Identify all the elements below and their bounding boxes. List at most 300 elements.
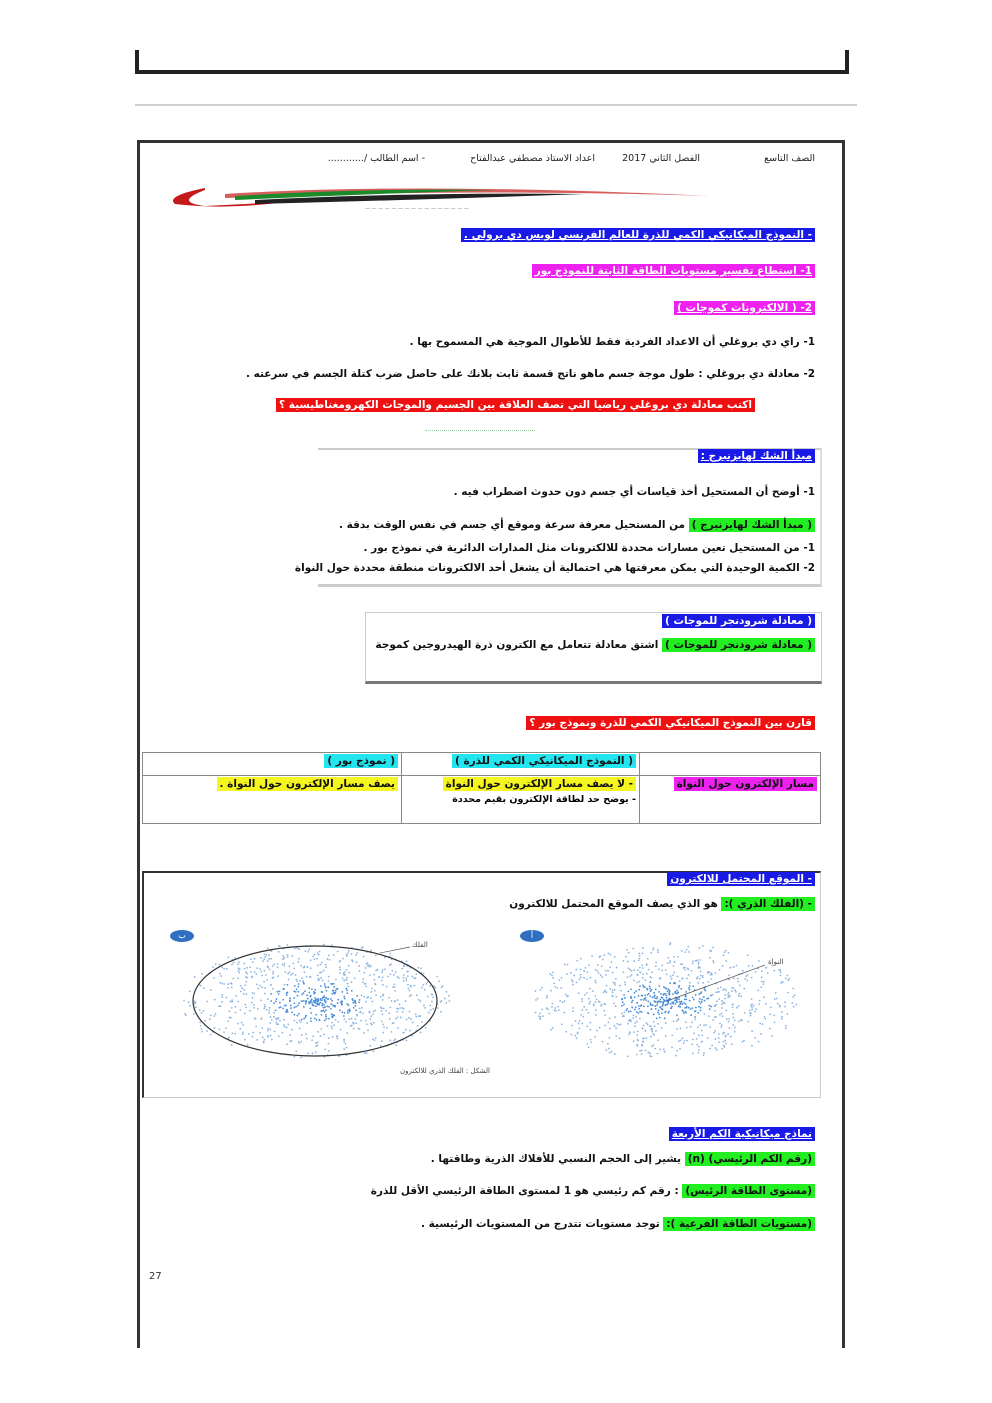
electron-dot <box>388 997 390 999</box>
electron-dot <box>322 1010 324 1012</box>
electron-dot <box>640 999 642 1001</box>
electron-dot <box>345 988 347 990</box>
electron-dot <box>685 996 687 998</box>
electron-dot <box>614 956 616 958</box>
electron-dot <box>241 1022 243 1024</box>
electron-dot <box>308 949 310 951</box>
electron-dot <box>369 974 371 976</box>
electron-dot <box>718 1037 720 1039</box>
electron-dot <box>656 996 658 998</box>
electron-dot <box>226 997 228 999</box>
electron-dot <box>787 992 789 994</box>
electron-dot <box>225 1027 227 1029</box>
electron-dot <box>233 962 235 964</box>
electron-dot <box>683 1042 685 1044</box>
electron-dot <box>382 969 384 971</box>
page-frame <box>137 140 845 1348</box>
electron-dot <box>382 994 384 996</box>
electron-dot <box>423 1005 425 1007</box>
electron-dot <box>293 1014 295 1016</box>
electron-dot <box>343 1041 345 1043</box>
electron-dot <box>749 1009 751 1011</box>
electron-dot <box>614 989 616 991</box>
electron-dot <box>431 993 433 995</box>
electron-dot <box>647 958 649 960</box>
electron-dot <box>230 1017 232 1019</box>
electron-dot <box>622 1001 624 1003</box>
electron-dot <box>231 963 233 965</box>
electron-dot <box>264 1006 266 1008</box>
electron-dot <box>684 998 686 1000</box>
electron-dot <box>651 1029 653 1031</box>
electron-dot <box>318 954 320 956</box>
electron-dot <box>238 967 240 969</box>
electron-dot <box>716 1049 718 1051</box>
electron-dot <box>692 1052 694 1054</box>
electron-dot <box>409 995 411 997</box>
electron-dot <box>578 1023 580 1025</box>
answer-blank <box>425 430 535 431</box>
electron-dot <box>328 976 330 978</box>
electron-dot <box>273 1016 275 1018</box>
electron-dot <box>315 1014 317 1016</box>
electron-dot <box>327 958 329 960</box>
electron-dot <box>360 1020 362 1022</box>
electron-dot <box>210 1015 212 1017</box>
electron-dot <box>581 1023 583 1025</box>
electron-dot <box>237 963 239 965</box>
electron-dot <box>254 971 256 973</box>
bohr-cell: يصف مسار الإلكترون حول النواة . <box>143 776 402 824</box>
electron-dot <box>659 1017 661 1019</box>
electron-dot <box>327 1025 329 1027</box>
electron-dot <box>615 978 617 980</box>
electron-dot <box>655 1008 657 1010</box>
electron-dot <box>286 1027 288 1029</box>
quantum-item: (مستوى الطاقة الرئيس) : رقم كم رئيسي هو 1 لمستوى الطاقة الرئيسي الأقل للذرة <box>371 1185 815 1197</box>
electron-dot <box>638 1005 640 1007</box>
electron-dot <box>347 1010 349 1012</box>
electron-dot <box>553 982 555 984</box>
electron-dot <box>273 1002 275 1004</box>
electron-dot <box>651 1045 653 1047</box>
nucleus-label: النواة <box>768 958 784 966</box>
electron-dot <box>272 965 274 967</box>
electron-dot <box>265 974 267 976</box>
electron-dot <box>645 1050 647 1052</box>
electron-dot <box>625 1010 627 1012</box>
electron-dot <box>710 978 712 980</box>
electron-dot <box>243 993 245 995</box>
electron-dot <box>734 989 736 991</box>
electron-dot <box>595 969 597 971</box>
electron-dot <box>717 991 719 993</box>
electron-dot <box>294 985 296 987</box>
electron-dot <box>353 1007 355 1009</box>
electron-dot <box>230 983 232 985</box>
electron-dot <box>603 954 605 956</box>
electron-dot <box>291 1029 293 1031</box>
electron-dot <box>346 1032 348 1034</box>
electron-dot <box>386 986 388 988</box>
electron-dot <box>301 1041 303 1043</box>
electron-dot <box>590 977 592 979</box>
nucleus-pointer <box>667 965 765 1001</box>
page-number: 27 <box>149 1271 162 1282</box>
electron-dot <box>575 1020 577 1022</box>
electron-dot <box>277 966 279 968</box>
electron-dot <box>303 992 305 994</box>
electron-dot <box>388 1012 390 1014</box>
electron-dot <box>636 1002 638 1004</box>
electron-dot <box>355 954 357 956</box>
electron-dot <box>552 971 554 973</box>
electron-dot <box>287 1011 289 1013</box>
electron-dot <box>420 967 422 969</box>
electron-dot <box>268 1012 270 1014</box>
electron-dot <box>731 990 733 992</box>
electron-dot <box>308 1003 310 1005</box>
electron-dot <box>239 1009 241 1011</box>
electron-dot <box>363 1032 365 1034</box>
electron-dot <box>299 1027 301 1029</box>
electron-dot <box>565 994 567 996</box>
electron-dot <box>665 988 667 990</box>
electron-dot <box>540 989 542 991</box>
electron-dot <box>614 982 616 984</box>
electron-dot <box>308 987 310 989</box>
heisenberg-line-3: 2- الكمية الوحيدة التي يمكن معرفتها هي احتمالية أن يشغل أحد الالكترونات منطقة محددة حول النواة <box>294 562 815 574</box>
electron-dot <box>323 1004 325 1006</box>
electron-dot <box>612 972 614 974</box>
electron-dot <box>631 974 633 976</box>
electron-dot <box>310 1020 312 1022</box>
electron-dot <box>680 988 682 990</box>
electron-dot <box>689 982 691 984</box>
electron-dot <box>614 1025 616 1027</box>
electron-dot <box>714 1005 716 1007</box>
text-line-2: 2- معادلة دي بروغلي : طول موجة جسم ماهو ناتج قسمة ثابت بلانك على حاصل ضرب كتلة الجسم في سرعته . <box>245 368 815 380</box>
electron-dot <box>199 1022 201 1024</box>
electron-dot <box>764 1016 766 1018</box>
electron-dot <box>649 1053 651 1055</box>
electron-dot <box>634 996 636 998</box>
electron-dot <box>638 1008 640 1010</box>
electron-dot <box>583 1006 585 1008</box>
electron-dot <box>410 985 412 987</box>
electron-dot <box>393 1040 395 1042</box>
electron-dot <box>634 1009 636 1011</box>
electron-dot <box>653 1034 655 1036</box>
electron-dot <box>294 948 296 950</box>
electron-dot <box>381 980 383 982</box>
electron-dot <box>751 1045 753 1047</box>
electron-dot <box>330 998 332 1000</box>
electron-dot <box>669 991 671 993</box>
electron-dot <box>697 1026 699 1028</box>
electron-dot <box>759 1000 761 1002</box>
electron-dot <box>358 1001 360 1003</box>
electron-dot <box>351 981 353 983</box>
electron-dot <box>535 999 537 1001</box>
electron-dot <box>562 1001 564 1003</box>
electron-dot <box>250 971 252 973</box>
electron-dot <box>336 988 338 990</box>
electron-dot <box>620 1023 622 1025</box>
electron-dot <box>688 974 690 976</box>
electron-dot <box>619 1037 621 1039</box>
electron-dot <box>245 981 247 983</box>
electron-dot <box>535 1012 537 1014</box>
electron-dot <box>751 1006 753 1008</box>
electron-dot <box>752 965 754 967</box>
electron-dot <box>210 1034 212 1036</box>
electron-dot <box>655 965 657 967</box>
electron-dot <box>564 1000 566 1002</box>
electron-dot <box>759 1022 761 1024</box>
electron-dot <box>381 1020 383 1022</box>
electron-dot <box>591 955 593 957</box>
electron-dot <box>707 1037 709 1039</box>
electron-dot <box>728 952 730 954</box>
electron-dot <box>268 958 270 960</box>
electron-dot <box>701 1001 703 1003</box>
electron-dot <box>321 1005 323 1007</box>
electron-dot <box>749 1012 751 1014</box>
electron-dot <box>413 977 415 979</box>
electron-dot <box>264 987 266 989</box>
electron-dot <box>703 1013 705 1015</box>
electron-dot <box>633 1014 635 1016</box>
electron-dot <box>272 971 274 973</box>
electron-dot <box>594 995 596 997</box>
electron-dot <box>642 1041 644 1043</box>
electron-dot <box>343 1039 345 1041</box>
electron-dot <box>698 963 700 965</box>
electron-dot <box>661 996 663 998</box>
electron-dot <box>574 1035 576 1037</box>
electron-dot <box>623 994 625 996</box>
electron-dot <box>245 976 247 978</box>
electron-dot <box>642 1038 644 1040</box>
electron-dot <box>223 968 225 970</box>
electron-dot <box>729 995 731 997</box>
electron-dot <box>183 1000 185 1002</box>
electron-dot <box>324 985 326 987</box>
electron-dot <box>360 1011 362 1013</box>
electron-dot <box>221 994 223 996</box>
electron-dot <box>607 1021 609 1023</box>
electron-dot <box>656 1053 658 1055</box>
electron-dot <box>221 996 223 998</box>
electron-dot <box>200 1025 202 1027</box>
electron-dot <box>239 1028 241 1030</box>
electron-dot <box>268 954 270 956</box>
electron-dot <box>712 960 714 962</box>
electron-dot <box>303 1018 305 1020</box>
electron-dot <box>637 969 639 971</box>
electron-dot <box>751 998 753 1000</box>
electron-dot <box>751 977 753 979</box>
electron-dot <box>402 1011 404 1013</box>
electron-dot <box>298 948 300 950</box>
electron-dot <box>638 981 640 983</box>
electron-dot <box>291 955 293 957</box>
electron-dot <box>300 965 302 967</box>
electron-dot <box>691 1021 693 1023</box>
electron-dot <box>627 961 629 963</box>
electron-dot <box>359 970 361 972</box>
electron-dot <box>722 1041 724 1043</box>
electron-dot <box>188 1001 190 1003</box>
electron-dot <box>681 963 683 965</box>
electron-dot <box>310 959 312 961</box>
electron-dot <box>609 1037 611 1039</box>
electron-dot <box>609 1028 611 1030</box>
electron-dot <box>687 946 689 948</box>
electron-dot <box>347 1012 349 1014</box>
electron-dot <box>283 1024 285 1026</box>
electron-dot <box>647 1023 649 1025</box>
electron-dot <box>244 989 246 991</box>
electron-dot <box>643 1025 645 1027</box>
electron-dot <box>732 1024 734 1026</box>
electron-dot <box>761 970 763 972</box>
electron-dot <box>580 1014 582 1016</box>
electron-dot <box>232 978 234 980</box>
electron-dot <box>425 983 427 985</box>
electron-dot <box>710 1006 712 1008</box>
electron-dot <box>346 992 348 994</box>
electron-dot <box>237 1001 239 1003</box>
electron-dot <box>700 1009 702 1011</box>
electron-dot <box>244 1004 246 1006</box>
electron-dot <box>684 967 686 969</box>
electron-dot <box>307 951 309 953</box>
electron-dot <box>421 1021 423 1023</box>
electron-dot <box>221 1001 223 1003</box>
electron-dot <box>695 994 697 996</box>
electron-dot <box>270 1016 272 1018</box>
electron-dot <box>693 999 695 1001</box>
electron-dot <box>607 970 609 972</box>
electron-dot <box>539 1012 541 1014</box>
electron-dot <box>718 1033 720 1035</box>
electron-dot <box>361 995 363 997</box>
electron-dot <box>286 1043 288 1045</box>
electron-dot <box>682 1003 684 1005</box>
electron-dot <box>709 957 711 959</box>
electron-dot <box>415 1016 417 1018</box>
electron-dot <box>359 999 361 1001</box>
electron-dot <box>587 1012 589 1014</box>
electron-dot <box>657 1023 659 1025</box>
electron-dot <box>277 1023 279 1025</box>
electron-dot <box>341 1011 343 1013</box>
electron-dot <box>735 991 737 993</box>
text-line-1: 1- راي دي بروغلي أن الاعداد الفردية فقط للأطوال الموجية هي المسموح بها . <box>409 336 815 348</box>
electron-dot <box>689 985 691 987</box>
electron-dot <box>325 1014 327 1016</box>
electron-dot <box>355 1002 357 1004</box>
electron-dot <box>431 1001 433 1003</box>
electron-dot <box>770 1006 772 1008</box>
electron-dot <box>664 1017 666 1019</box>
electron-dot <box>328 1043 330 1045</box>
electron-dot <box>240 991 242 993</box>
electron-dot <box>630 1011 632 1013</box>
electron-dot <box>566 973 568 975</box>
electron-dot <box>549 973 551 975</box>
electron-dot <box>775 992 777 994</box>
electron-dot <box>438 980 440 982</box>
electron-dot <box>346 989 348 991</box>
electron-dot <box>317 999 319 1001</box>
electron-dot <box>275 1009 277 1011</box>
electron-dot <box>387 976 389 978</box>
electron-dot <box>636 1034 638 1036</box>
electron-dot <box>269 1022 271 1024</box>
electron-dot <box>314 1001 316 1003</box>
electron-dot <box>279 945 281 947</box>
electron-dot <box>397 1027 399 1029</box>
electron-dot <box>669 982 671 984</box>
electron-dot <box>310 1000 312 1002</box>
electron-dot <box>393 983 395 985</box>
electron-dot <box>252 997 254 999</box>
electron-dot <box>206 1030 208 1032</box>
electron-dot <box>655 962 657 964</box>
electron-dot <box>678 985 680 987</box>
electron-dot <box>698 1012 700 1014</box>
electron-dot <box>558 1009 560 1011</box>
electron-dot <box>322 1003 324 1005</box>
electron-dot <box>352 1002 354 1004</box>
electron-dot <box>679 980 681 982</box>
electron-dot <box>653 1044 655 1046</box>
electron-dot <box>375 955 377 957</box>
electron-dot <box>760 986 762 988</box>
electron-dot <box>580 974 582 976</box>
electron-dot <box>235 995 237 997</box>
electron-dot <box>621 1013 623 1015</box>
electron-dot <box>223 1031 225 1033</box>
electron-dot <box>684 1040 686 1042</box>
electron-dot <box>786 1013 788 1015</box>
electron-dot <box>235 1006 237 1008</box>
electron-dot <box>250 958 252 960</box>
electron-dot <box>666 973 668 975</box>
electron-dot <box>209 1018 211 1020</box>
electron-dot <box>383 1007 385 1009</box>
electron-dot <box>672 965 674 967</box>
electron-dot <box>255 973 257 975</box>
electron-dot <box>629 1032 631 1034</box>
electron-dot <box>432 996 434 998</box>
electron-dot <box>785 978 787 980</box>
electron-dot <box>429 1005 431 1007</box>
electron-dot <box>728 1018 730 1020</box>
electron-dot <box>654 1025 656 1027</box>
electron-dot <box>665 993 667 995</box>
electron-dot <box>424 989 426 991</box>
electron-dot <box>639 985 641 987</box>
electron-dot <box>339 1009 341 1011</box>
electron-dot <box>747 974 749 976</box>
electron-dot <box>403 964 405 966</box>
electron-dot <box>658 1009 660 1011</box>
electron-dot <box>350 1025 352 1027</box>
